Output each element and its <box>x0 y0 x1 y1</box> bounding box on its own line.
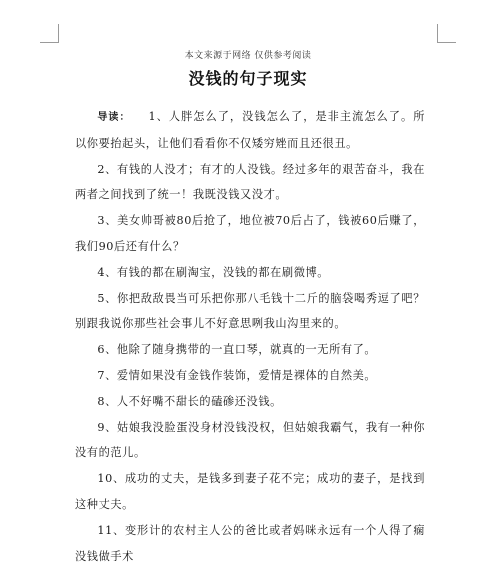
document-body <box>75 104 425 569</box>
page-corner-mark-right <box>437 24 456 43</box>
lead-label: 导读： <box>97 112 131 123</box>
page-corner-mark-left <box>40 24 59 43</box>
paragraph-3: 3、美女帅哥被80后抢了，地位被70后占了，钱被60后赚了，我们90后还有什么？ <box>75 214 425 253</box>
paragraph-text: 1、人胖怎么了，没钱怎么了，是非主流怎么了。所以你要抬起头，让他们看看你不仅矮穷矬而且还很丑。 <box>75 110 425 150</box>
document-title: 没钱的句子现实 <box>188 69 308 88</box>
paragraph-4: 4、有钱的都在刷淘宝，没钱的都在刷微博。 <box>97 265 330 279</box>
source-note: 本文来源于网络 仅供参考阅读 <box>184 51 312 61</box>
paragraph-10: 10、成功的丈夫，是钱多到妻子花不完；成功的妻子，是找到这种丈夫。 <box>75 472 425 511</box>
paragraph-5: 5、你把敌敌畏当可乐把你那八毛钱十二斤的脑袋喝秀逗了吧？别跟我说你那些社会事儿不好意思咧我山沟里来的。 <box>75 291 425 331</box>
paragraph-1 <box>75 104 425 157</box>
paragraph-7: 7、爱情如果没有金钱作装饰，爱情是裸体的自然美。 <box>97 368 377 382</box>
paragraph-9: 9、姑娘我没脸蛋没身材没钱没权，但姑娘我霸气，我有一种你没有的范儿。 <box>75 420 425 460</box>
paragraph-8: 8、人不好嘴不甜长的磕碜还没钱。 <box>97 394 282 408</box>
paragraph-2: 2、有钱的人没才；有才的人没钱。经过多年的艰苦奋斗，我在两者之间找到了统一！我既没钱又没才。 <box>75 162 425 202</box>
paragraph-11: 11、变形计的农村主人公的爸比或者妈咪永远有一个人得了痫没钱做手术 <box>75 523 425 563</box>
paragraph-6: 6、他除了随身携带的一直口琴，就真的一无所有了。 <box>97 343 377 357</box>
